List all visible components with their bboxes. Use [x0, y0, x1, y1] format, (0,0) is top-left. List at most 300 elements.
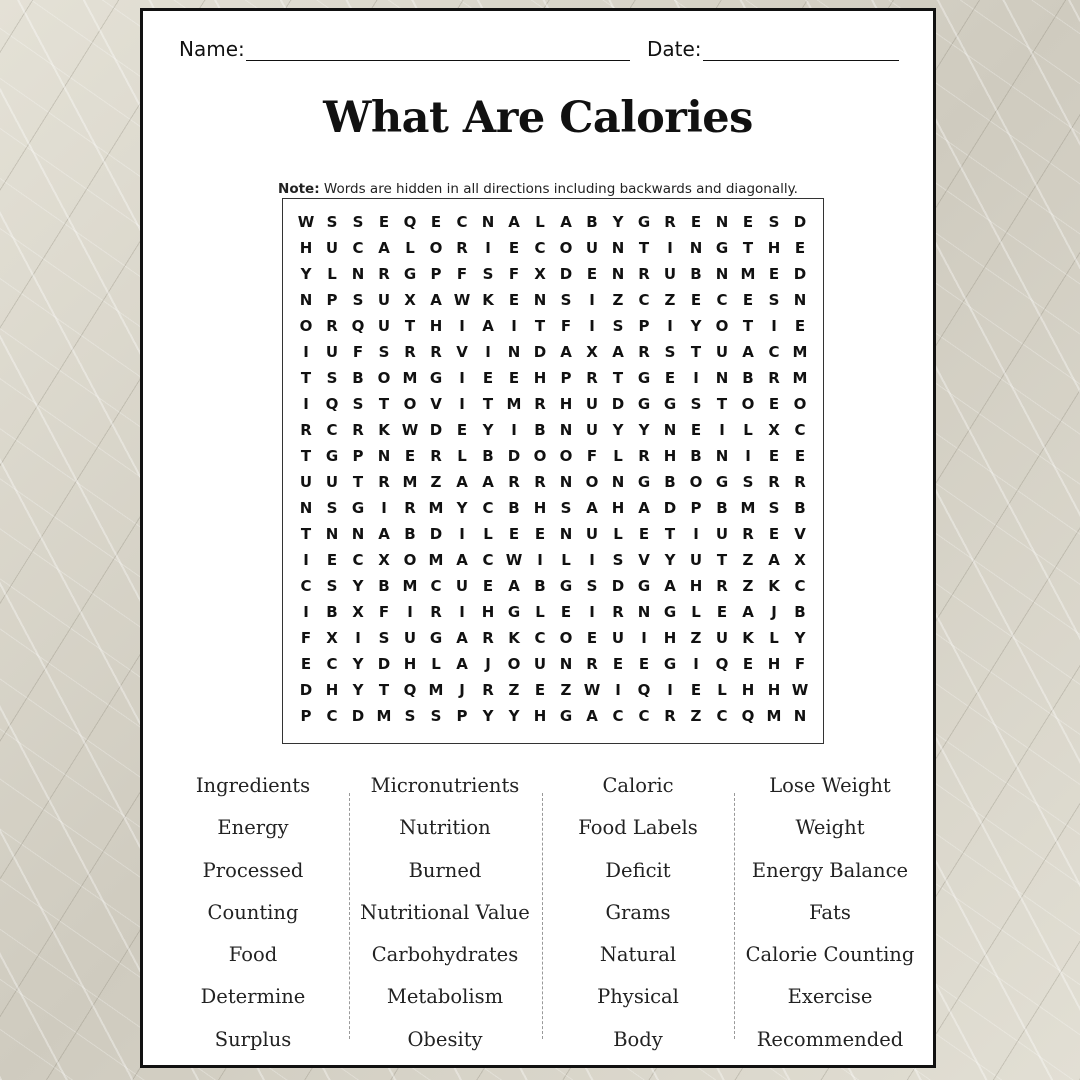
grid-letter[interactable]: T	[742, 239, 754, 257]
grid-letter[interactable]: O	[299, 317, 313, 335]
grid-letter[interactable]: M	[740, 499, 756, 517]
grid-letter[interactable]: H	[663, 629, 677, 647]
grid-letter[interactable]: U	[533, 655, 547, 673]
name-blank-line[interactable]	[246, 38, 630, 61]
grid-letter[interactable]: D	[611, 577, 625, 595]
grid-letter[interactable]: A	[430, 291, 442, 309]
grid-letter[interactable]: Z	[664, 291, 676, 309]
grid-letter[interactable]: C	[352, 239, 364, 257]
grid-letter[interactable]: I	[485, 239, 491, 257]
grid-letter[interactable]: D	[533, 343, 547, 361]
grid-letter[interactable]: E	[300, 655, 312, 673]
grid-letter[interactable]: H	[533, 707, 547, 725]
grid-letter[interactable]: I	[589, 317, 595, 335]
grid-letter[interactable]: Y	[300, 265, 312, 283]
grid-letter[interactable]: R	[430, 447, 442, 465]
grid-letter[interactable]: R	[482, 681, 494, 699]
grid-letter[interactable]: G	[559, 577, 573, 595]
grid-letter[interactable]: U	[689, 551, 703, 569]
grid-letter[interactable]: G	[351, 499, 365, 517]
grid-letter[interactable]: S	[612, 317, 624, 335]
grid-letter[interactable]: S	[560, 291, 572, 309]
grid-letter[interactable]: B	[716, 499, 728, 517]
grid-letter[interactable]: A	[482, 317, 494, 335]
grid-letter[interactable]: R	[508, 473, 520, 491]
grid-letter[interactable]: I	[459, 525, 465, 543]
grid-letter[interactable]: E	[482, 577, 494, 595]
grid-letter[interactable]: Y	[508, 707, 520, 725]
grid-letter[interactable]: E	[690, 291, 702, 309]
grid-letter[interactable]: R	[404, 499, 416, 517]
grid-letter[interactable]: F	[378, 603, 390, 621]
grid-letter[interactable]: E	[508, 525, 520, 543]
grid-letter[interactable]: I	[459, 395, 465, 413]
grid-letter[interactable]: E	[716, 603, 728, 621]
grid-letter[interactable]: N	[351, 525, 365, 543]
grid-letter[interactable]: H	[429, 317, 443, 335]
grid-letter[interactable]: N	[663, 421, 677, 439]
grid-letter[interactable]: Q	[403, 213, 417, 231]
grid-letter[interactable]: L	[561, 551, 571, 569]
grid-letter[interactable]: C	[534, 629, 546, 647]
grid-letter[interactable]: Z	[742, 577, 754, 595]
grid-letter[interactable]: M	[792, 369, 808, 387]
grid-letter[interactable]: T	[716, 551, 728, 569]
grid-letter[interactable]: R	[664, 707, 676, 725]
date-blank-line[interactable]	[703, 38, 899, 61]
grid-letter[interactable]: D	[351, 707, 365, 725]
grid-letter[interactable]: E	[768, 525, 780, 543]
grid-letter[interactable]: T	[534, 317, 546, 335]
grid-letter[interactable]: N	[481, 213, 495, 231]
grid-letter[interactable]: H	[689, 577, 703, 595]
grid-letter[interactable]: A	[560, 213, 572, 231]
grid-letter[interactable]: W	[297, 213, 315, 231]
grid-letter[interactable]: C	[456, 213, 468, 231]
grid-letter[interactable]: I	[667, 239, 673, 257]
grid-letter[interactable]: R	[482, 629, 494, 647]
grid-letter[interactable]: C	[430, 577, 442, 595]
grid-letter[interactable]: O	[429, 239, 443, 257]
grid-letter[interactable]: N	[559, 473, 573, 491]
grid-letter[interactable]: X	[794, 551, 806, 569]
grid-letter[interactable]: A	[456, 629, 468, 647]
grid-letter[interactable]: E	[430, 213, 442, 231]
grid-letter[interactable]: A	[742, 603, 754, 621]
grid-letter[interactable]: R	[716, 577, 728, 595]
grid-letter[interactable]: M	[792, 343, 808, 361]
grid-letter[interactable]: E	[586, 265, 598, 283]
grid-letter[interactable]: E	[742, 655, 754, 673]
grid-letter[interactable]: D	[611, 395, 625, 413]
grid-letter[interactable]: S	[352, 291, 364, 309]
grid-letter[interactable]: Q	[637, 681, 651, 699]
grid-letter[interactable]: N	[793, 291, 807, 309]
grid-letter[interactable]: O	[559, 447, 573, 465]
grid-letter[interactable]: A	[508, 213, 520, 231]
grid-letter[interactable]: X	[586, 343, 598, 361]
grid-letter[interactable]: M	[402, 577, 418, 595]
grid-letter[interactable]: N	[715, 213, 729, 231]
grid-letter[interactable]: Z	[690, 707, 702, 725]
grid-letter[interactable]: U	[663, 265, 677, 283]
grid-letter[interactable]: K	[378, 421, 390, 439]
grid-letter[interactable]: C	[638, 291, 650, 309]
grid-letter[interactable]: D	[559, 265, 573, 283]
grid-letter[interactable]: Y	[352, 655, 364, 673]
grid-letter[interactable]: C	[794, 421, 806, 439]
grid-letter[interactable]: N	[559, 421, 573, 439]
grid-letter[interactable]: Q	[403, 681, 417, 699]
grid-letter[interactable]: X	[404, 291, 416, 309]
grid-letter[interactable]: S	[664, 343, 676, 361]
grid-letter[interactable]: B	[794, 603, 806, 621]
grid-letter[interactable]: X	[768, 421, 780, 439]
grid-letter[interactable]: U	[455, 577, 469, 595]
grid-letter[interactable]: I	[459, 317, 465, 335]
grid-letter[interactable]: C	[716, 707, 728, 725]
grid-letter[interactable]: K	[768, 577, 780, 595]
grid-letter[interactable]: H	[481, 603, 495, 621]
grid-letter[interactable]: Y	[612, 213, 624, 231]
grid-letter[interactable]: I	[407, 603, 413, 621]
name-field[interactable]	[179, 37, 630, 61]
grid-letter[interactable]: K	[742, 629, 754, 647]
grid-letter[interactable]: P	[456, 707, 468, 725]
grid-letter[interactable]: B	[352, 369, 364, 387]
grid-letter[interactable]: E	[404, 447, 416, 465]
grid-letter[interactable]: I	[589, 291, 595, 309]
grid-letter[interactable]: J	[771, 603, 777, 621]
grid-letter[interactable]: Q	[351, 317, 365, 335]
grid-letter[interactable]: M	[402, 369, 418, 387]
grid-letter[interactable]: E	[508, 369, 520, 387]
grid-letter[interactable]: P	[638, 317, 650, 335]
grid-letter[interactable]: B	[690, 265, 702, 283]
grid-letter[interactable]: N	[611, 473, 625, 491]
grid-letter[interactable]: R	[352, 421, 364, 439]
grid-letter[interactable]: I	[511, 317, 517, 335]
grid-letter[interactable]: B	[326, 603, 338, 621]
grid-letter[interactable]: L	[613, 525, 623, 543]
grid-letter[interactable]: T	[300, 525, 312, 543]
grid-letter[interactable]: G	[663, 655, 677, 673]
grid-letter[interactable]: M	[766, 707, 782, 725]
grid-letter[interactable]: L	[613, 447, 623, 465]
grid-letter[interactable]: R	[534, 473, 546, 491]
grid-letter[interactable]: B	[586, 213, 598, 231]
grid-letter[interactable]: N	[715, 265, 729, 283]
grid-letter[interactable]: V	[456, 343, 468, 361]
grid-letter[interactable]: E	[664, 369, 676, 387]
grid-letter[interactable]: T	[482, 395, 494, 413]
grid-letter[interactable]: T	[300, 369, 312, 387]
grid-letter[interactable]: R	[326, 317, 338, 335]
grid-letter[interactable]: R	[638, 265, 650, 283]
grid-letter[interactable]: J	[459, 681, 465, 699]
grid-letter[interactable]: S	[326, 499, 338, 517]
grid-letter[interactable]: I	[667, 681, 673, 699]
grid-letter[interactable]: C	[768, 343, 780, 361]
grid-letter[interactable]: U	[715, 343, 729, 361]
date-field[interactable]	[647, 37, 899, 61]
grid-letter[interactable]: U	[325, 473, 339, 491]
grid-letter[interactable]: U	[377, 317, 391, 335]
grid-letter[interactable]: S	[586, 577, 598, 595]
grid-letter[interactable]: E	[560, 603, 572, 621]
grid-letter[interactable]: E	[690, 681, 702, 699]
grid-letter[interactable]: X	[326, 629, 338, 647]
grid-letter[interactable]: R	[378, 473, 390, 491]
grid-letter[interactable]: S	[742, 473, 754, 491]
grid-letter[interactable]: A	[482, 473, 494, 491]
grid-letter[interactable]: I	[355, 629, 361, 647]
grid-letter[interactable]: B	[690, 447, 702, 465]
grid-letter[interactable]: G	[637, 577, 651, 595]
grid-letter[interactable]: I	[693, 369, 699, 387]
grid-letter[interactable]: H	[559, 395, 573, 413]
grid-letter[interactable]: T	[742, 317, 754, 335]
grid-letter[interactable]: M	[402, 473, 418, 491]
grid-letter[interactable]: C	[794, 577, 806, 595]
grid-letter[interactable]: E	[768, 447, 780, 465]
grid-letter[interactable]: I	[771, 317, 777, 335]
grid-letter[interactable]: H	[299, 239, 313, 257]
grid-letter[interactable]: Y	[612, 421, 624, 439]
grid-letter[interactable]: A	[378, 525, 390, 543]
grid-letter[interactable]: R	[612, 603, 624, 621]
grid-letter[interactable]: D	[793, 265, 807, 283]
grid-letter[interactable]: L	[483, 525, 493, 543]
grid-letter[interactable]: L	[457, 447, 467, 465]
grid-letter[interactable]: A	[742, 343, 754, 361]
grid-letter[interactable]: O	[377, 369, 391, 387]
grid-letter[interactable]: N	[533, 291, 547, 309]
grid-letter[interactable]: H	[767, 655, 781, 673]
grid-letter[interactable]: C	[326, 707, 338, 725]
grid-letter[interactable]: D	[299, 681, 313, 699]
grid-letter[interactable]: I	[459, 369, 465, 387]
grid-letter[interactable]: U	[325, 343, 339, 361]
grid-letter[interactable]: G	[429, 369, 443, 387]
grid-letter[interactable]: Q	[715, 655, 729, 673]
grid-letter[interactable]: C	[482, 499, 494, 517]
grid-letter[interactable]: I	[745, 447, 751, 465]
grid-letter[interactable]: N	[559, 655, 573, 673]
grid-letter[interactable]: P	[560, 369, 572, 387]
grid-letter[interactable]: Z	[690, 629, 702, 647]
grid-letter[interactable]: L	[691, 603, 701, 621]
grid-letter[interactable]: P	[300, 707, 312, 725]
grid-letter[interactable]: R	[768, 473, 780, 491]
grid-letter[interactable]: I	[459, 603, 465, 621]
grid-letter[interactable]: W	[583, 681, 601, 699]
grid-letter[interactable]: Y	[482, 421, 494, 439]
grid-letter[interactable]: T	[612, 369, 624, 387]
grid-letter[interactable]: U	[403, 629, 417, 647]
grid-letter[interactable]: U	[377, 291, 391, 309]
grid-letter[interactable]: F	[586, 447, 598, 465]
grid-letter[interactable]: H	[533, 499, 547, 517]
grid-letter[interactable]: R	[794, 473, 806, 491]
grid-letter[interactable]: R	[456, 239, 468, 257]
grid-letter[interactable]: C	[326, 421, 338, 439]
grid-letter[interactable]: T	[690, 343, 702, 361]
grid-letter[interactable]: N	[715, 369, 729, 387]
grid-letter[interactable]: B	[508, 499, 520, 517]
grid-letter[interactable]: D	[429, 525, 443, 543]
grid-letter[interactable]: M	[740, 265, 756, 283]
grid-letter[interactable]: E	[456, 421, 468, 439]
grid-letter[interactable]: X	[352, 603, 364, 621]
grid-letter[interactable]: E	[768, 395, 780, 413]
grid-letter[interactable]: E	[612, 655, 624, 673]
grid-letter[interactable]: F	[300, 629, 312, 647]
grid-letter[interactable]: W	[401, 421, 419, 439]
grid-letter[interactable]: N	[559, 525, 573, 543]
grid-letter[interactable]: R	[586, 369, 598, 387]
grid-letter[interactable]: E	[742, 213, 754, 231]
grid-letter[interactable]: T	[300, 447, 312, 465]
grid-letter[interactable]: P	[690, 499, 702, 517]
grid-letter[interactable]: H	[741, 681, 755, 699]
grid-letter[interactable]: N	[299, 291, 313, 309]
grid-letter[interactable]: G	[325, 447, 339, 465]
grid-letter[interactable]: H	[611, 499, 625, 517]
grid-letter[interactable]: G	[559, 707, 573, 725]
grid-letter[interactable]: Z	[560, 681, 572, 699]
grid-letter[interactable]: B	[534, 577, 546, 595]
grid-letter[interactable]: N	[507, 343, 521, 361]
grid-letter[interactable]: G	[663, 395, 677, 413]
grid-letter[interactable]: A	[456, 551, 468, 569]
grid-letter[interactable]: L	[431, 655, 441, 673]
grid-letter[interactable]: F	[560, 317, 572, 335]
grid-letter[interactable]: S	[612, 551, 624, 569]
grid-letter[interactable]: C	[326, 655, 338, 673]
grid-letter[interactable]: R	[378, 265, 390, 283]
grid-letter[interactable]: L	[743, 421, 753, 439]
grid-letter[interactable]: C	[352, 551, 364, 569]
grid-letter[interactable]: K	[508, 629, 520, 647]
grid-letter[interactable]: D	[429, 421, 443, 439]
grid-letter[interactable]: L	[327, 265, 337, 283]
grid-letter[interactable]: R	[638, 343, 650, 361]
grid-letter[interactable]: M	[428, 681, 444, 699]
grid-letter[interactable]: R	[404, 343, 416, 361]
grid-letter[interactable]: I	[485, 343, 491, 361]
grid-letter[interactable]: T	[352, 473, 364, 491]
grid-letter[interactable]: S	[560, 499, 572, 517]
grid-letter[interactable]: O	[585, 473, 599, 491]
grid-letter[interactable]: U	[585, 421, 599, 439]
grid-letter[interactable]: R	[638, 447, 650, 465]
grid-letter[interactable]: I	[719, 421, 725, 439]
grid-letter[interactable]: O	[559, 239, 573, 257]
grid-letter[interactable]: S	[378, 343, 390, 361]
grid-letter[interactable]: A	[638, 499, 650, 517]
grid-letter[interactable]: U	[715, 629, 729, 647]
grid-letter[interactable]: T	[638, 239, 650, 257]
grid-letter[interactable]: G	[715, 239, 729, 257]
grid-letter[interactable]: M	[506, 395, 522, 413]
grid-letter[interactable]: S	[768, 213, 780, 231]
grid-letter[interactable]: I	[615, 681, 621, 699]
grid-letter[interactable]: A	[560, 343, 572, 361]
grid-letter[interactable]: S	[430, 707, 442, 725]
grid-letter[interactable]: S	[326, 369, 338, 387]
grid-letter[interactable]: H	[533, 369, 547, 387]
grid-letter[interactable]: I	[693, 655, 699, 673]
grid-letter[interactable]: M	[376, 707, 392, 725]
grid-letter[interactable]: S	[378, 629, 390, 647]
grid-letter[interactable]: T	[378, 395, 390, 413]
grid-letter[interactable]: E	[768, 265, 780, 283]
grid-letter[interactable]: A	[456, 655, 468, 673]
grid-letter[interactable]: M	[428, 551, 444, 569]
grid-letter[interactable]: O	[559, 629, 573, 647]
grid-letter[interactable]: O	[689, 473, 703, 491]
grid-letter[interactable]: X	[534, 265, 546, 283]
grid-letter[interactable]: U	[585, 525, 599, 543]
grid-letter[interactable]: V	[430, 395, 442, 413]
grid-letter[interactable]: E	[378, 213, 390, 231]
grid-letter[interactable]: E	[326, 551, 338, 569]
grid-letter[interactable]: B	[742, 369, 754, 387]
grid-letter[interactable]: E	[482, 369, 494, 387]
grid-letter[interactable]: I	[641, 629, 647, 647]
grid-letter[interactable]: A	[664, 577, 676, 595]
grid-letter[interactable]: N	[715, 447, 729, 465]
grid-letter[interactable]: Z	[508, 681, 520, 699]
grid-letter[interactable]: S	[326, 577, 338, 595]
grid-letter[interactable]: C	[534, 239, 546, 257]
grid-letter[interactable]: F	[456, 265, 468, 283]
grid-letter[interactable]: E	[638, 655, 650, 673]
grid-letter[interactable]: N	[351, 265, 365, 283]
grid-letter[interactable]: P	[430, 265, 442, 283]
grid-letter[interactable]: J	[485, 655, 491, 673]
grid-letter[interactable]: I	[589, 551, 595, 569]
grid-letter[interactable]: G	[637, 473, 651, 491]
grid-letter[interactable]: N	[611, 265, 625, 283]
grid-letter[interactable]: G	[507, 603, 521, 621]
grid-letter[interactable]: S	[482, 265, 494, 283]
grid-letter[interactable]: N	[611, 239, 625, 257]
grid-letter[interactable]: S	[326, 213, 338, 231]
grid-letter[interactable]: B	[378, 577, 390, 595]
grid-letter[interactable]: C	[612, 707, 624, 725]
grid-letter[interactable]: O	[533, 447, 547, 465]
grid-letter[interactable]: O	[793, 395, 807, 413]
grid-letter[interactable]: G	[429, 629, 443, 647]
grid-letter[interactable]: N	[299, 499, 313, 517]
grid-letter[interactable]: Y	[664, 551, 676, 569]
grid-letter[interactable]: L	[769, 629, 779, 647]
grid-letter[interactable]: C	[716, 291, 728, 309]
grid-letter[interactable]: R	[586, 655, 598, 673]
grid-letter[interactable]: L	[535, 213, 545, 231]
grid-letter[interactable]: N	[377, 447, 391, 465]
grid-letter[interactable]: I	[303, 603, 309, 621]
grid-letter[interactable]: H	[767, 239, 781, 257]
grid-letter[interactable]: L	[405, 239, 415, 257]
grid-letter[interactable]: O	[741, 395, 755, 413]
grid-letter[interactable]: Z	[742, 551, 754, 569]
grid-letter[interactable]: E	[794, 239, 806, 257]
grid-letter[interactable]: F	[794, 655, 806, 673]
grid-letter[interactable]: R	[768, 369, 780, 387]
